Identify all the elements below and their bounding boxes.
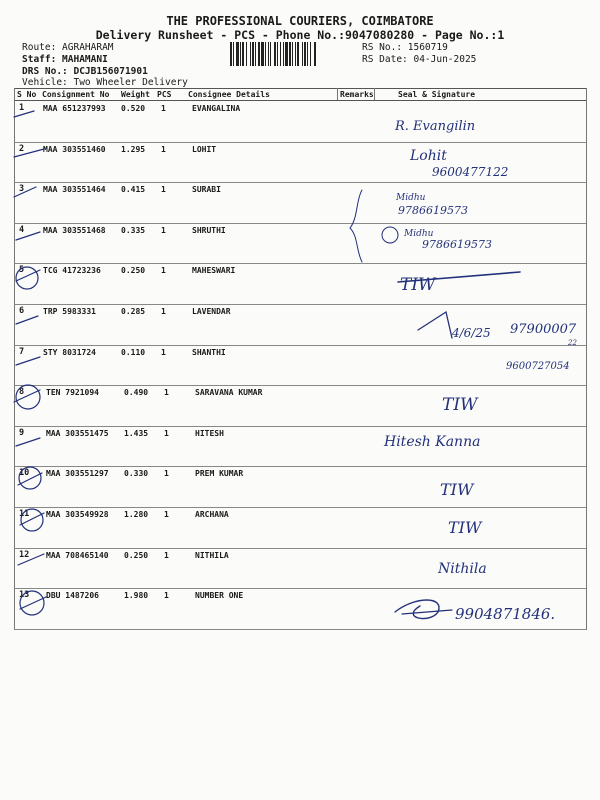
row-sno: 2 bbox=[19, 143, 25, 154]
row-consignee-name: LAVENDAR bbox=[192, 307, 231, 316]
barcode bbox=[230, 42, 356, 66]
row-weight: 1.435 bbox=[124, 428, 149, 438]
row-pcs: 1 bbox=[164, 510, 169, 519]
row-consignment-no: MAA 303551475 bbox=[46, 428, 109, 438]
row-consignment-no: MAA 303551468 bbox=[43, 225, 106, 235]
sign-row-2-phone: 9600477122 bbox=[432, 165, 509, 179]
rs-date: RS Date: 04-Jun-2025 bbox=[362, 54, 477, 65]
sign-row-6-phone: 97900007 bbox=[510, 322, 577, 337]
row-divider bbox=[14, 548, 586, 549]
sign-row-3-phone: 9786619573 bbox=[398, 204, 468, 217]
row-weight: 0.110 bbox=[121, 347, 146, 357]
row-consignee-name: PREM KUMAR bbox=[195, 469, 244, 479]
sign-row-5: TIW bbox=[400, 275, 436, 295]
row-sno: 11 bbox=[19, 509, 30, 519]
drs-number: DRS No.: DCJB156071901 bbox=[22, 66, 148, 77]
table-header-rule bbox=[14, 100, 586, 101]
row-sno: 9 bbox=[19, 427, 25, 438]
remarks-divider bbox=[337, 88, 338, 100]
row-consignment-no: TCG 41723236 bbox=[43, 266, 101, 276]
runsheet-title: THE PROFESSIONAL COURIERS, COIMBATORE bbox=[166, 14, 434, 28]
table-top-rule bbox=[14, 88, 586, 89]
row-pcs: 1 bbox=[164, 550, 169, 560]
sign-row-11: TIW bbox=[448, 518, 482, 537]
sign-row-9: Hitesh Kanna bbox=[384, 434, 481, 450]
row-pcs: 1 bbox=[164, 469, 169, 479]
row-consignment-no: MAA 651237993 bbox=[43, 104, 106, 113]
row-divider bbox=[14, 629, 586, 630]
col-header-consignee: Consignee Details bbox=[188, 90, 270, 99]
row-weight: 0.330 bbox=[124, 469, 149, 479]
signature-divider bbox=[374, 88, 375, 100]
row-sno: 4 bbox=[19, 224, 25, 235]
row-pcs: 1 bbox=[161, 347, 166, 357]
row-sno: 8 bbox=[19, 387, 25, 398]
row-weight: 0.415 bbox=[121, 185, 146, 195]
sign-row-12: Nithila bbox=[438, 561, 487, 577]
row-consignment-no: MAA 708465140 bbox=[46, 550, 109, 560]
sign-row-8: TIW bbox=[442, 395, 478, 415]
row-weight: 0.335 bbox=[121, 225, 146, 235]
sign-row-4-phone: 9786619573 bbox=[422, 238, 492, 251]
row-sno: 12 bbox=[19, 549, 30, 560]
row-weight: 0.285 bbox=[121, 307, 146, 316]
row-consignment-no: DBU 1487206 bbox=[46, 591, 99, 601]
row-pcs: 1 bbox=[161, 225, 166, 235]
row-weight: 0.490 bbox=[124, 388, 149, 398]
col-header-consignment: Consignment No bbox=[42, 90, 110, 99]
sign-row-1: R. Evangilin bbox=[395, 119, 476, 134]
row-sno: 3 bbox=[19, 184, 25, 195]
row-sno: 10 bbox=[19, 468, 30, 479]
row-divider bbox=[14, 142, 586, 143]
row-consignee-name: LOHIT bbox=[192, 144, 217, 154]
row-pcs: 1 bbox=[161, 185, 166, 195]
route-field: Route: AGRAHARAM bbox=[22, 42, 114, 53]
row-consignment-no: MAA 303551297 bbox=[46, 469, 109, 479]
col-header-pcs: PCS bbox=[157, 90, 172, 99]
row-consignee-name: NITHILA bbox=[195, 550, 229, 560]
row-consignee-name: SHRUTHI bbox=[192, 225, 226, 235]
row-consignee-name: SHANTHI bbox=[192, 347, 226, 357]
row-consignee-name: MAHESWARI bbox=[192, 266, 236, 276]
row-divider bbox=[14, 426, 586, 427]
row-weight: 1.280 bbox=[124, 510, 149, 519]
row-divider bbox=[14, 223, 586, 224]
row-consignment-no: TEN 7921094 bbox=[46, 388, 99, 398]
row-consignment-no: MAA 303551464 bbox=[43, 185, 106, 195]
row-weight: 0.250 bbox=[124, 550, 149, 560]
row-divider bbox=[14, 304, 586, 305]
sign-row-6-date: 4/6/25 bbox=[452, 326, 491, 340]
row-consignment-no: MAA 303551460 bbox=[43, 144, 106, 154]
row-consignee-name: EVANGALINA bbox=[192, 104, 241, 113]
runsheet-subtitle: Delivery Runsheet - PCS - Phone No.:9047080280 - Page No.:1 bbox=[95, 28, 505, 42]
row-pcs: 1 bbox=[164, 591, 169, 601]
rs-number: RS No.: 1560719 bbox=[362, 42, 448, 53]
row-divider bbox=[14, 345, 586, 346]
row-divider bbox=[14, 588, 586, 589]
row-pcs: 1 bbox=[161, 104, 166, 113]
row-divider bbox=[14, 507, 586, 508]
row-pcs: 1 bbox=[164, 428, 169, 438]
sign-row-4-name: Midhu bbox=[404, 229, 434, 239]
row-consignee-name: NUMBER ONE bbox=[195, 591, 244, 601]
row-divider bbox=[14, 182, 586, 183]
row-consignment-no: STY 8031724 bbox=[43, 347, 96, 357]
row-consignee-name: SURABI bbox=[192, 185, 221, 195]
row-weight: 1.295 bbox=[121, 144, 146, 154]
sign-row-2-name: Lohit bbox=[410, 148, 447, 164]
sign-row-6-suffix: 22 bbox=[568, 339, 577, 347]
sign-row-13: 9904871846. bbox=[455, 605, 556, 623]
row-sno: 13 bbox=[19, 590, 30, 601]
row-divider bbox=[14, 466, 586, 467]
barcode-bar bbox=[316, 42, 317, 66]
table-right-border bbox=[586, 88, 587, 630]
row-consignment-no: TRP 5983331 bbox=[43, 307, 96, 316]
col-header-signature: Seal & Signature bbox=[398, 90, 476, 99]
row-sno: 7 bbox=[19, 346, 25, 357]
row-weight: 0.520 bbox=[121, 104, 146, 113]
table-left-border bbox=[14, 88, 15, 630]
col-header-weight: Weight bbox=[121, 90, 150, 99]
vehicle-field: Vehicle: Two Wheeler Delivery bbox=[22, 77, 188, 88]
row-pcs: 1 bbox=[161, 307, 166, 316]
row-sno: 5 bbox=[19, 265, 25, 276]
sign-row-10: TIW bbox=[440, 480, 474, 499]
row-consignee-name: HITESH bbox=[195, 428, 224, 438]
sign-row-3-name: Midhu bbox=[396, 193, 426, 203]
row-pcs: 1 bbox=[164, 388, 169, 398]
row-consignee-name: ARCHANA bbox=[195, 510, 229, 519]
row-pcs: 1 bbox=[161, 266, 166, 276]
row-weight: 0.250 bbox=[121, 266, 146, 276]
row-divider bbox=[14, 263, 586, 264]
row-sno: 1 bbox=[19, 103, 25, 113]
row-divider bbox=[14, 385, 586, 386]
row-consignment-no: MAA 303549928 bbox=[46, 510, 109, 519]
sign-row-7-phone: 9600727054 bbox=[506, 361, 570, 372]
row-pcs: 1 bbox=[161, 144, 166, 154]
row-weight: 1.980 bbox=[124, 591, 149, 601]
col-header-sno: S No bbox=[17, 90, 37, 99]
col-header-remarks: Remarks bbox=[340, 90, 374, 99]
row-sno: 6 bbox=[19, 306, 25, 316]
row-consignee-name: SARAVANA KUMAR bbox=[195, 388, 263, 398]
staff-field: Staff: MAHAMANI bbox=[22, 54, 108, 65]
